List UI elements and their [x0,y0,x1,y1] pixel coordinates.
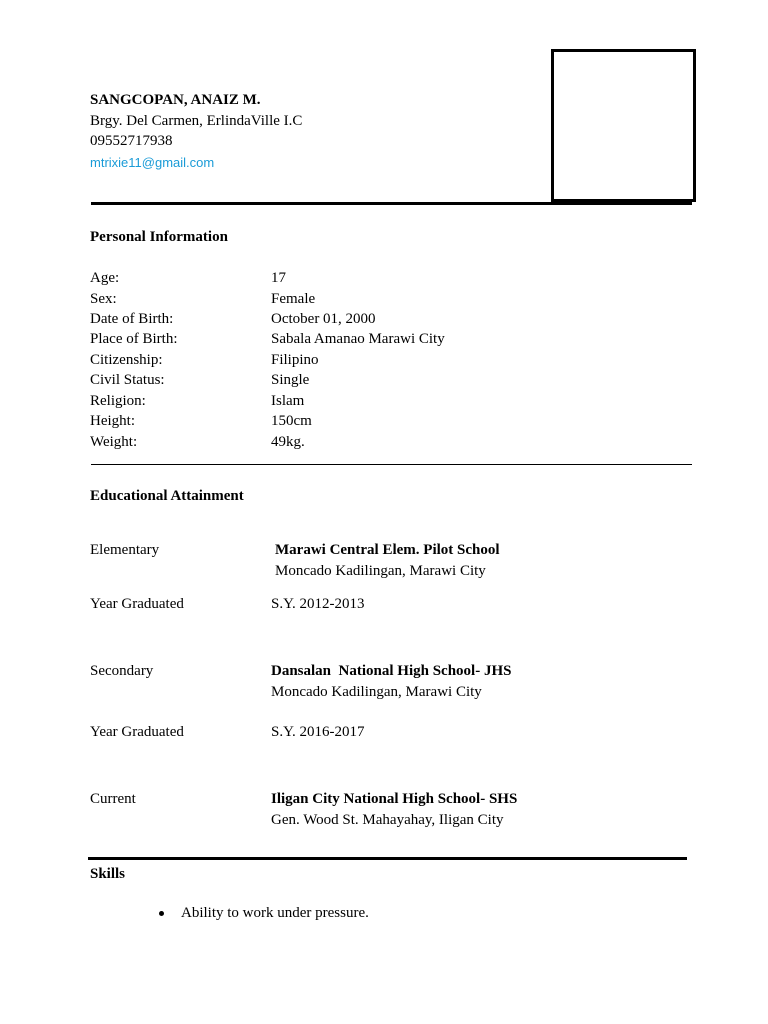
skill-item: Ability to work under pressure. [181,905,369,921]
sex-label: Sex: [90,291,117,307]
secondary-year-value: S.Y. 2016-2017 [271,724,365,740]
phone-number: 09552717938 [90,133,173,149]
education-heading: Educational Attainment [90,488,244,504]
civil-status-value: Single [271,372,310,388]
current-school: Iligan City National High School- SHS [271,791,518,807]
dob-value: October 01, 2000 [271,311,376,327]
age-value: 17 [271,270,286,286]
weight-value: 49kg. [271,434,305,450]
bullet-icon [159,911,164,916]
address: Brgy. Del Carmen, ErlindaVille I.C [90,113,303,129]
civil-status-label: Civil Status: [90,372,165,388]
sex-value: Female [271,291,316,307]
elementary-year-value: S.Y. 2012-2013 [271,596,365,612]
secondary-label: Secondary [90,663,154,679]
dob-label: Date of Birth: [90,311,174,327]
religion-value: Islam [271,393,305,409]
education-divider [88,857,687,860]
secondary-year-label: Year Graduated [90,724,184,740]
secondary-school: Dansalan National High School- JHS [271,663,512,679]
personal-info-divider [91,464,692,465]
elementary-year-label: Year Graduated [90,596,184,612]
personal-info-heading: Personal Information [90,229,228,245]
height-value: 150cm [271,413,312,429]
religion-label: Religion: [90,393,146,409]
photo-placeholder [551,49,696,202]
applicant-name: SANGCOPAN, ANAIZ M. [90,92,261,108]
citizenship-label: Citizenship: [90,352,163,368]
pob-value: Sabala Amanao Marawi City [271,331,445,347]
elementary-label: Elementary [90,542,160,558]
email-link[interactable]: mtrixie11@gmail.com [90,155,215,170]
elementary-school: Marawi Central Elem. Pilot School [275,542,500,558]
current-label: Current [90,791,136,807]
secondary-address: Moncado Kadilingan, Marawi City [271,684,482,700]
elementary-address: Moncado Kadilingan, Marawi City [275,563,486,579]
skills-heading: Skills [90,866,126,882]
pob-label: Place of Birth: [90,331,178,347]
age-label: Age: [90,270,120,286]
header-divider [91,202,692,205]
citizenship-value: Filipino [271,352,319,368]
height-label: Height: [90,413,135,429]
weight-label: Weight: [90,434,138,450]
current-address: Gen. Wood St. Mahayahay, Iligan City [271,812,504,828]
